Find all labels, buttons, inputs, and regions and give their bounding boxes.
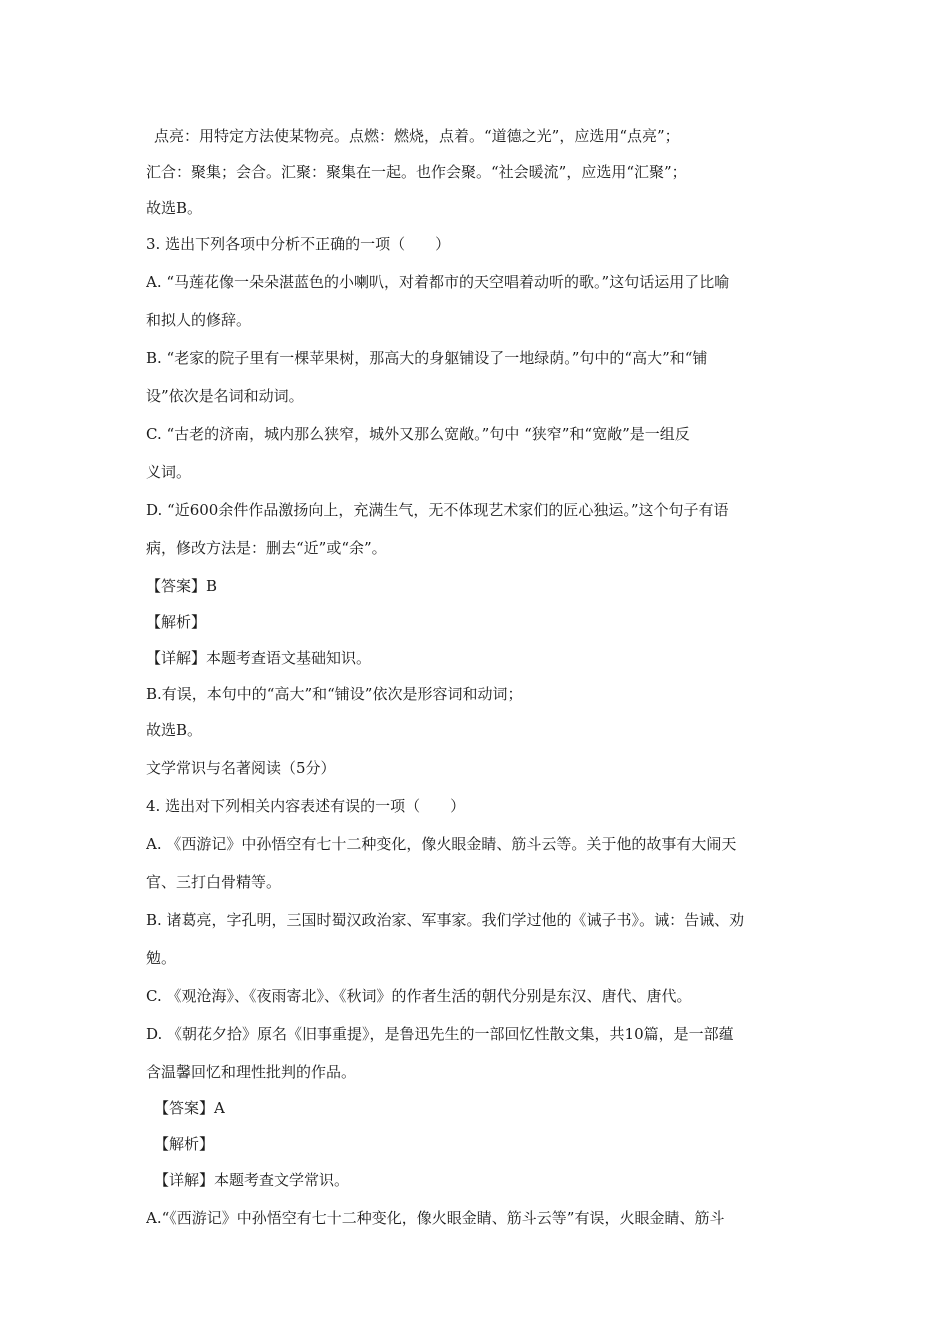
option-b: B. “老家的院子里有一棵苹果树，那高大的身躯铺设了一地绿荫。”句中的“高大”和“铺 bbox=[146, 349, 708, 367]
option-d-cont: 含温馨回忆和理性批判的作品。 bbox=[146, 1063, 357, 1081]
option-c-cont: 义词。 bbox=[146, 463, 192, 481]
option-d: D. 《朝花夕拾》原名《旧事重提》，是鲁迅先生的一部回忆性散文集，共10篇，是一部蕴 bbox=[146, 1025, 734, 1043]
detail-line: 【详解】本题考查文学常识。 bbox=[154, 1171, 350, 1189]
option-b: B. 诸葛亮，字孔明，三国时蜀汉政治家、军事家。我们学过他的《诫子书》。诫：告诫、劝 bbox=[146, 911, 745, 929]
answer-label: 【答案】B bbox=[146, 577, 218, 595]
text-line: 故选B。 bbox=[146, 199, 203, 217]
text-line: A.“《西游记》中孙悟空有七十二种变化，像火眼金睛、筋斗云等”有误，火眼金睛、筋斗 bbox=[146, 1209, 725, 1227]
option-b-cont: 勉。 bbox=[146, 949, 177, 967]
analysis-label: 【解析】 bbox=[146, 613, 207, 631]
detail-line: 【详解】本题考查语文基础知识。 bbox=[146, 649, 372, 667]
analysis-label: 【解析】 bbox=[154, 1135, 215, 1153]
text-line: B.有误，本句中的“高大”和“铺设”依次是形容词和动词； bbox=[146, 685, 523, 703]
option-b-cont: 设”依次是名词和动词。 bbox=[146, 387, 304, 405]
option-a-cont: 和拟人的修辞。 bbox=[146, 311, 252, 329]
option-c: C. “古老的济南，城内那么狭窄，城外又那么宽敞。”句中 “狭窄”和“宽敞”是一组反 bbox=[146, 425, 690, 443]
option-d-cont: 病，修改方法是：删去“近”或“余”。 bbox=[146, 539, 387, 557]
option-a: A. 《西游记》中孙悟空有七十二种变化，像火眼金睛、筋斗云等。关于他的故事有大闹天 bbox=[146, 835, 737, 853]
option-a-cont: 官、三打白骨精等。 bbox=[146, 873, 282, 891]
question-title: 3. 选出下列各项中分析不正确的一项（ ） bbox=[146, 235, 451, 253]
question-title: 4. 选出对下列相关内容表述有误的一项（ ） bbox=[146, 797, 466, 815]
text-line: 点亮：用特定方法使某物亮。点燃：燃烧，点着。“道德之光”，应选用“点亮”； bbox=[154, 127, 680, 145]
answer-label: 【答案】A bbox=[154, 1099, 225, 1117]
option-a: A. “马莲花像一朵朵湛蓝色的小喇叭，对着都市的天空唱着动听的歌。”这句话运用了比喻 bbox=[146, 273, 730, 291]
text-line: 汇合：聚集；会合。汇聚：聚集在一起。也作会聚。“社会暖流”，应选用“汇聚”； bbox=[146, 163, 687, 181]
option-d: D. “近600余件作品激扬向上，充满生气，无不体现艺术家们的匠心独运。”这个句子有语 bbox=[146, 501, 729, 519]
option-c: C. 《观沧海》、《夜雨寄北》、《秋词》的作者生活的朝代分别是东汉、唐代、唐代。 bbox=[146, 987, 692, 1005]
section-heading: 文学常识与名著阅读（5分） bbox=[146, 759, 336, 777]
text-line: 故选B。 bbox=[146, 721, 203, 739]
